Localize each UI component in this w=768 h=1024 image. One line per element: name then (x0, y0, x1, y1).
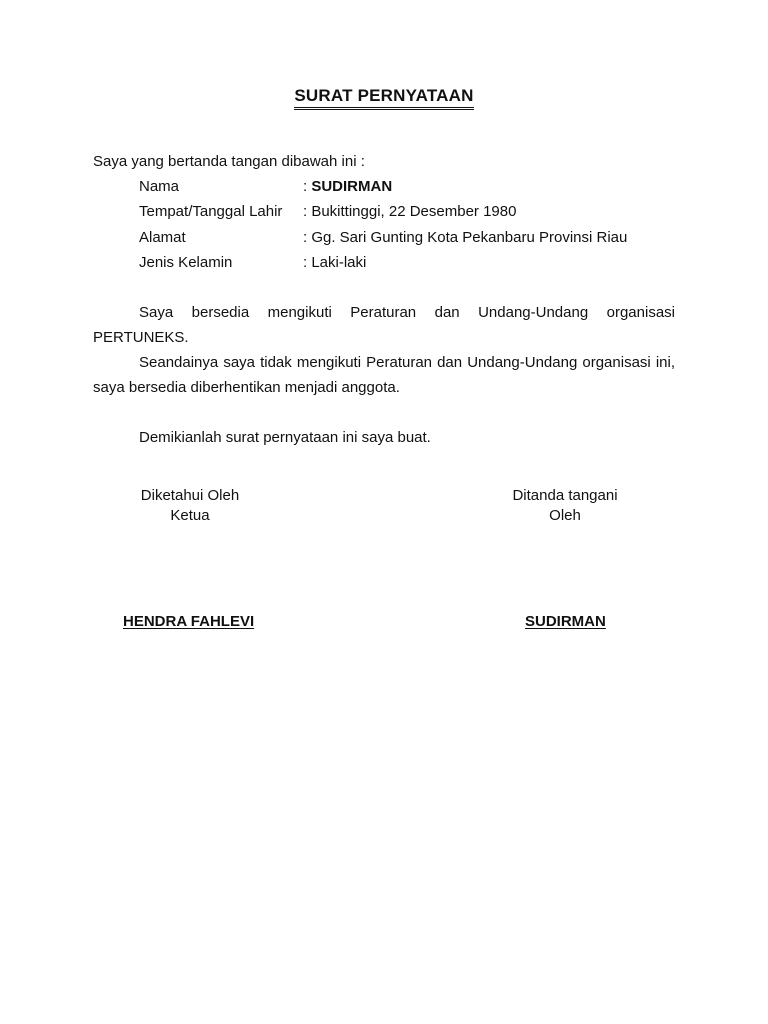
field-value-jenis-kelamin: : Laki-laki (303, 254, 367, 271)
field-value-alamat: : Gg. Sari Gunting Kota Pekanbaru Provinsi Riau (303, 229, 628, 246)
signature-right-heading (505, 486, 625, 526)
paragraph-seandainya: Seandainya saya tidak mengikuti Peraturan dan Undang-Undang organisasi ini, saya bersedia diberhentikan menjadi anggota. (93, 354, 675, 396)
document-title (0, 86, 768, 110)
signature-right-line2: Oleh (549, 507, 581, 524)
field-value-nama (303, 178, 392, 196)
field-value-nama-bold: SUDIRMAN (311, 178, 393, 195)
field-label-nama: Nama (139, 178, 180, 195)
field-label-tempat-tanggal-lahir: Tempat/Tanggal Lahir (139, 203, 283, 220)
field-label-alamat: Alamat (139, 229, 186, 246)
intro-text: Saya yang bertanda tangan dibawah ini : (93, 153, 365, 170)
document-title-text: SURAT PERNYATAAN (294, 86, 473, 110)
field-value-tempat-tanggal-lahir: : Bukittinggi, 22 Desember 1980 (303, 203, 517, 220)
field-label-jenis-kelamin: Jenis Kelamin (139, 254, 233, 271)
signature-left-name: HENDRA FAHLEVI (123, 613, 255, 630)
signature-right-line1: Ditanda tangani (512, 487, 618, 504)
signature-right-name: SUDIRMAN (525, 613, 606, 630)
paragraph-demikianlah: Demikianlah surat pernyataan ini saya buat. (139, 429, 431, 446)
field-value-nama-prefix: : (303, 178, 312, 195)
signature-left-line2: Ketua (170, 507, 210, 524)
paragraph-bersedia: Saya bersedia mengikuti Peraturan dan Undang-Undang organisasi PERTUNEKS. (93, 304, 675, 346)
signature-left-line1: Diketahui Oleh (140, 487, 240, 504)
signature-left-heading (139, 486, 241, 526)
